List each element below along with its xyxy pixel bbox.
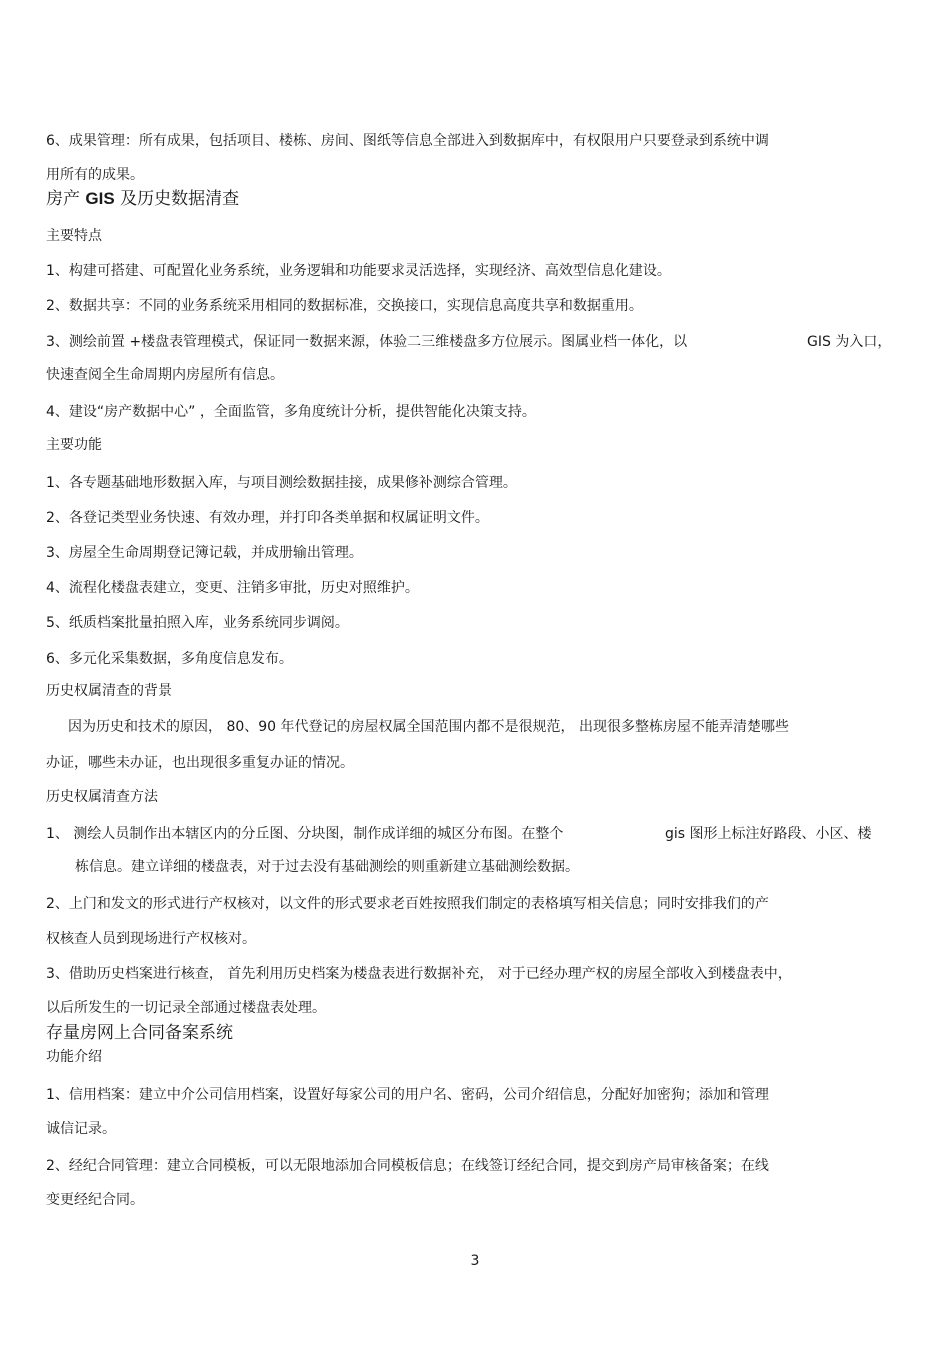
heading-gis-post: 及历史数据清查 xyxy=(120,189,240,209)
function-item-1: 1、各专题基础地形数据入库，与项目测绘数据挂接，成果修补测综合管理。 xyxy=(46,475,517,491)
subheading-methods: 历史权属清查方法 xyxy=(46,789,158,805)
feature-item-1: 1、构建可搭建、可配置化业务系统，业务逻辑和功能要求灵活选择，实现经济、高效型信息化建设。 xyxy=(46,263,671,279)
method-item-3: 3、借助历史档案进行核查， 首先利用历史档案为楼盘表进行数据补充， 对于已经办理产权的房屋全部收入到楼盘表中， xyxy=(46,966,792,982)
intro-item-2-cont: 变更经纪合同。 xyxy=(46,1192,144,1208)
section-heading-gis xyxy=(46,188,239,210)
function-item-6: 6、多元化采集数据，多角度信息发布。 xyxy=(46,651,293,667)
feature-item-4: 4、建设“房产数据中心” ，全面监管，多角度统计分析，提供智能化决策支持。 xyxy=(46,404,536,420)
feature-item-3: 3、测绘前置 +楼盘表管理模式，保证同一数据来源，体验二三维楼盘多方位展示。图属业档一体化，以 xyxy=(46,334,688,350)
function-item-3: 3、房屋全生命周期登记簿记载，并成册输出管理。 xyxy=(46,545,363,561)
feature-item-3-tail: GIS 为入口， xyxy=(807,334,892,350)
intro-item-1-cont: 诚信记录。 xyxy=(46,1121,116,1137)
method-item-1-tail: gis 图形上标注好路段、小区、楼 xyxy=(665,826,872,842)
section-heading-contract-filing: 存量房网上合同备案系统 xyxy=(46,1023,233,1043)
function-item-2: 2、各登记类型业务快速、有效办理，并打印各类单据和权属证明文件。 xyxy=(46,510,489,526)
intro-item-1: 1、信用档案：建立中介公司信用档案，设置好每家公司的用户名、密码，公司介绍信息，分配好加密狗；添加和管理 xyxy=(46,1087,769,1103)
heading-gis-mid: GIS xyxy=(85,189,115,208)
background-line-1: 因为历史和技术的原因， 80、90 年代登记的房屋权属全国范围内都不是很规范， 出现很多整栋房屋不能弄清楚哪些 xyxy=(68,719,789,735)
method-item-2-cont: 权核查人员到现场进行产权核对。 xyxy=(46,931,256,947)
method-item-1-cont: 栋信息。建立详细的楼盘表，对于过去没有基础测绘的则重新建立基础测绘数据。 xyxy=(75,859,579,875)
background-line-2: 办证，哪些未办证，也出现很多重复办证的情况。 xyxy=(46,755,354,771)
paragraph-achievements-line-2: 用所有的成果。 xyxy=(46,167,144,183)
method-item-3-cont: 以后所发生的一切记录全部通过楼盘表处理。 xyxy=(46,1000,326,1016)
function-item-5: 5、纸质档案批量拍照入库，业务系统同步调阅。 xyxy=(46,615,349,631)
page-number: 3 xyxy=(470,1253,480,1269)
method-item-2: 2、上门和发文的形式进行产权核对，以文件的形式要求老百姓按照我们制定的表格填写相关信息；同时安排我们的产 xyxy=(46,896,769,912)
subheading-intro: 功能介绍 xyxy=(46,1049,102,1065)
feature-item-2: 2、数据共享：不同的业务系统采用相同的数据标准，交换接口，实现信息高度共享和数据重用。 xyxy=(46,298,643,314)
paragraph-achievements-line-1: 6、成果管理：所有成果，包括项目、楼栋、房间、图纸等信息全部进入到数据库中，有权限用户只要登录到系统中调 xyxy=(46,133,769,149)
subheading-main-functions: 主要功能 xyxy=(46,437,102,453)
intro-item-2: 2、经纪合同管理：建立合同模板，可以无限地添加合同模板信息；在线签订经纪合同，提交到房产局审核备案；在线 xyxy=(46,1158,769,1174)
function-item-4: 4、流程化楼盘表建立，变更、注销多审批，历史对照维护。 xyxy=(46,580,419,596)
heading-gis-pre: 房产 xyxy=(46,189,80,209)
subheading-background: 历史权属清查的背景 xyxy=(46,683,172,699)
method-item-1: 1、 测绘人员制作出本辖区内的分丘图、分块图，制作成详细的城区分布图。在整个 xyxy=(46,826,564,842)
feature-item-3-cont: 快速查阅全生命周期内房屋所有信息。 xyxy=(46,367,284,383)
subheading-main-features: 主要特点 xyxy=(46,228,102,244)
